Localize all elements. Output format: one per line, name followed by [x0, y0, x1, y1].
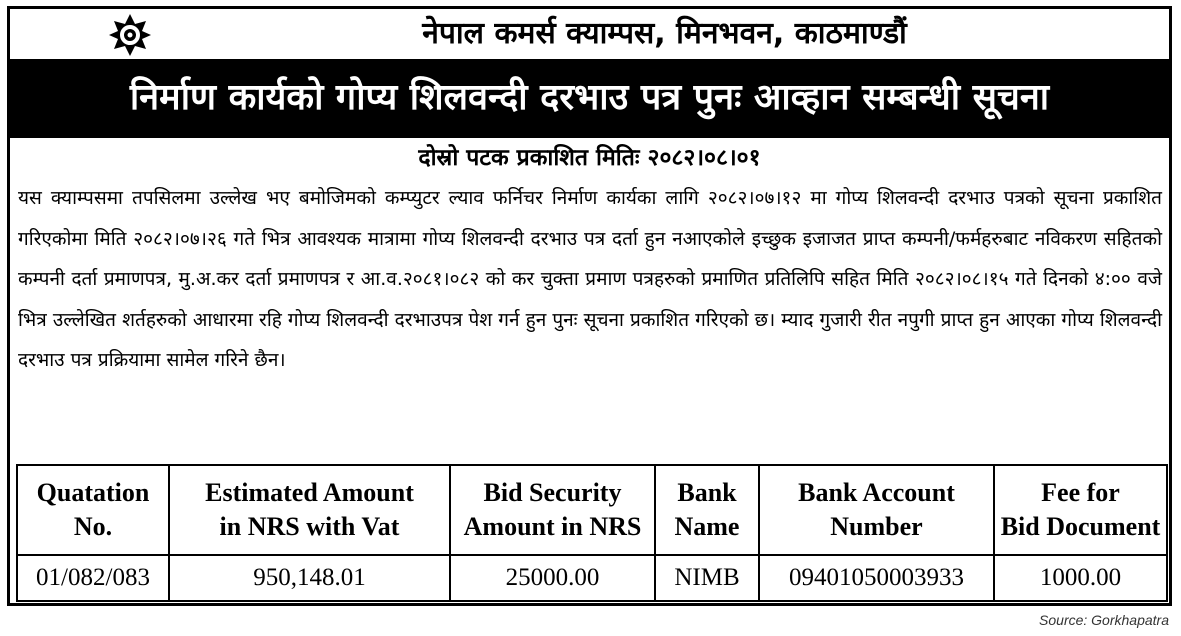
cell-estimated-amount: 950,148.01	[169, 555, 450, 601]
publication-date: दोस्रो पटक प्रकाशित मितिः २०८२।०८।०१	[418, 145, 761, 171]
cell-bid-security: 25000.00	[450, 555, 655, 601]
bid-table	[16, 464, 1166, 600]
cell-quotation-no: 01/082/083	[17, 555, 169, 601]
col-account-number: Bank Account Number	[759, 465, 994, 555]
cell-bank-name: NIMB	[655, 555, 759, 601]
table-header-row	[17, 465, 1167, 555]
table-row	[17, 555, 1167, 601]
cell-bid-fee: 1000.00	[994, 555, 1167, 601]
col-bank-name: Bank Name	[655, 465, 759, 555]
notice-title: निर्माण कार्यको गोप्य शिलवन्दी दरभाउ पत्र पुनः आव्हान सम्बन्धी सूचना	[129, 77, 1050, 118]
col-bid-security: Bid Security Amount in NRS	[450, 465, 655, 555]
col-quotation-no: Quatation No.	[17, 465, 169, 555]
col-estimated-amount: Estimated Amount in NRS with Vat	[169, 465, 450, 555]
source-credit: Source: Gorkhapatra	[1039, 612, 1169, 628]
nepal-emblem-star-icon	[108, 13, 152, 57]
notice-banner	[10, 62, 1169, 138]
cell-account-number: 09401050003933	[759, 555, 994, 601]
col-bid-fee: Fee for Bid Document	[994, 465, 1167, 555]
header	[10, 9, 1169, 62]
notice-body: यस क्याम्पसमा तपसिलमा उल्लेख भए बमोजिमको कम्प्युटर ल्याव फर्निचर निर्माण कार्यका लागि २०८२।०७।१२ मा गोप्य शिलवन्दी दरभाउ पत्रको सूचना प्रकाशित गरिएकोमा मिति २०८२।०७।२६ गते भित्र आवश्यक मात्रामा गोप्य शिलवन्दी दरभाउ पत्र दर्ता हुन नआएकोले इच्छुक इजाजत प्राप्त कम्पनी/फर्महरुबाट नविकरण सहितको कम्पनी दर्ता प्रमाणपत्र, मु.अ.कर दर्ता प्रमाणपत्र र आ.व.२०८१।०८२ को कर चुक्ता प्रमाण पत्रहरुको प्रमाणित प्रतिलिपि सहित मिति २०८२।०८।१५ गते दिनको ४:०० वजे भित्र उल्लेखित शर्तहरुको आधारमा रहि गोप्य शिलवन्दी दरभाउपत्र पेश गर्न हुन पुनः सूचना प्रकाशित गरिएको छ। म्याद गुजारी रीत नपुगी प्राप्त हुन आएका गोप्य शिलवन्दी दरभाउ पत्र प्रक्रियामा सामेल गरिने छैन।	[18, 187, 1162, 371]
campus-title: नेपाल कमर्स क्याम्पस, मिनभवन, काठमाण्डौं	[422, 16, 907, 51]
